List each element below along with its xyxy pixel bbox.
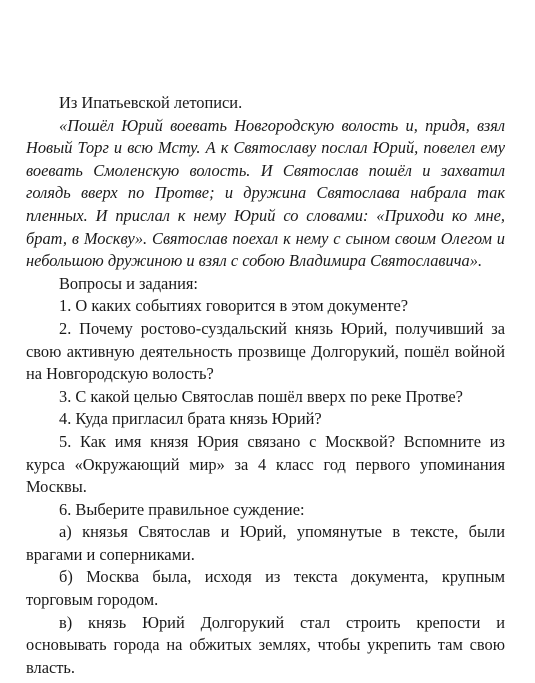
source-title: Из Ипатьевской летописи.	[59, 93, 243, 112]
questions-heading: Вопросы и задания:	[59, 273, 198, 293]
chronicle-quote: «Пошёл Юрий воевать Новгородскую волость и, придя, взял Новый Торг и всю Мсту. А к Святославу послал Юрий, повелел ему воевать Смоленскую волость. И Святослав пошёл и захватил голядь вверх по Протве; и дружина Святослава набрала так пленных. И прислал к нему Юрий со словами: «Приходи ко мне, брат, в Москву». Святослав поехал к нему с сыном своим Олегом и небольшою дружиною и взял с собою Владимира Святославича».	[26, 115, 505, 271]
question-3: 3. С какой целью Святослав пошёл вверх по реке Протве?	[59, 386, 463, 406]
option-c: в) князь Юрий Долгорукий стал строить крепости и основывать города на обжитых землях, чтобы укрепить там свою власть.	[26, 612, 505, 677]
question-5: 5. Как имя князя Юрия связано с Москвой? Вспомните из курса «Окружающий мир» за 4 класс год первого упоминания Москвы.	[26, 431, 505, 497]
question-2: 2. Почему ростово-суздальский князь Юрий, получивший за свою активную деятельность прозвище Долгорукий, пошёл войной на Новгородскую волость?	[26, 318, 505, 384]
document-page	[26, 92, 505, 679]
question-1: 1. О каких событиях говорится в этом документе?	[59, 296, 409, 316]
option-a: а) князья Святослав и Юрий, упомянутые в тексте, были врагами и соперниками.	[26, 522, 505, 564]
option-b: б) Москва была, исходя из текста документа, крупным торговым городом.	[26, 567, 505, 610]
question-4: 4. Куда пригласил брата князь Юрий?	[59, 409, 322, 429]
question-6: 6. Выберите правильное суждение:	[59, 499, 305, 519]
